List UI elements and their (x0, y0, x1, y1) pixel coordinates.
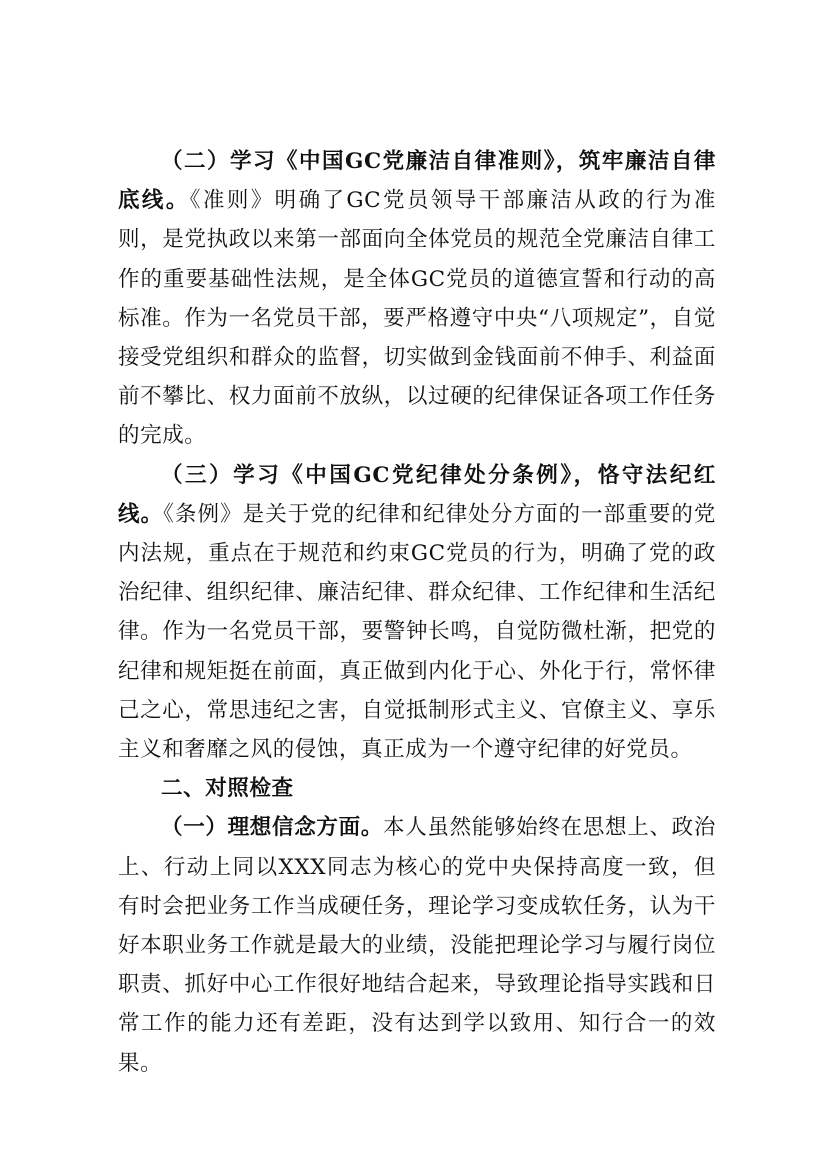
paragraph-lead: （三）学习《中国GC党纪律处分条例》，恪守法纪红线。 (118, 462, 716, 527)
paragraph-study-discipline-regulations (118, 456, 716, 770)
section-heading-self-check: 二、对照检查 (161, 776, 294, 802)
paragraph-text: 《条例》是关于党的纪律和纪律处分方面的一部重要的党内法规，重点在于规范和约束GC党员的行为，明确了党的政治纪律、组织纪律、廉洁纪律、群众纪律、工作纪律和生活纪律。作为一名党员干部，要警钟长鸣，自觉防微杜渐，把党的纪律和规矩挺在前面，真正做到内化于心、外化于行，常怀律己之心，常思违纪之害，自觉抵制形式主义、官僚主义、享乐主义和奢靡之风的侵蚀，真正成为一个遵守纪律的好党员。 (118, 501, 716, 763)
paragraph-ideals-beliefs (118, 808, 716, 1082)
paragraph-text: 《准则》明确了GC党员领导干部廉洁从政的行为准则，是党执政以来第一部面向全体党员的规范全党廉洁自律工作的重要基础性法规，是全体GC党员的道德宣誓和行动的高标准。作为一名党员干部，要严格遵守中央“八项规定”，自觉接受党组织和群众的监督，切实做到金钱面前不伸手、利益面前不攀比、权力面前不放纵，以过硬的纪律保证各项工作任务的完成。 (118, 188, 716, 449)
document-body (118, 142, 716, 1083)
paragraph-text: 本人虽然能够始终在思想上、政治上、行动上同以XXX同志为核心的党中央保持高度一致，但有时会把业务工作当成硬任务，理论学习变成软任务，认为干好本职业务工作就是最大的业绩，没能把理论学习与履行岗位职责、抓好中心工作很好地结合起来，导致理论指导实践和日常工作的能力还有差距，没有达到学以致用、知行合一的效果。 (118, 815, 716, 1076)
paragraph-lead: （二）学习《中国GC党廉洁自律准则》，筑牢廉洁自律底线。 (118, 149, 716, 214)
paragraph-lead: （一）理想信念方面。 (161, 815, 384, 841)
paragraph-study-integrity-rules (118, 142, 716, 456)
